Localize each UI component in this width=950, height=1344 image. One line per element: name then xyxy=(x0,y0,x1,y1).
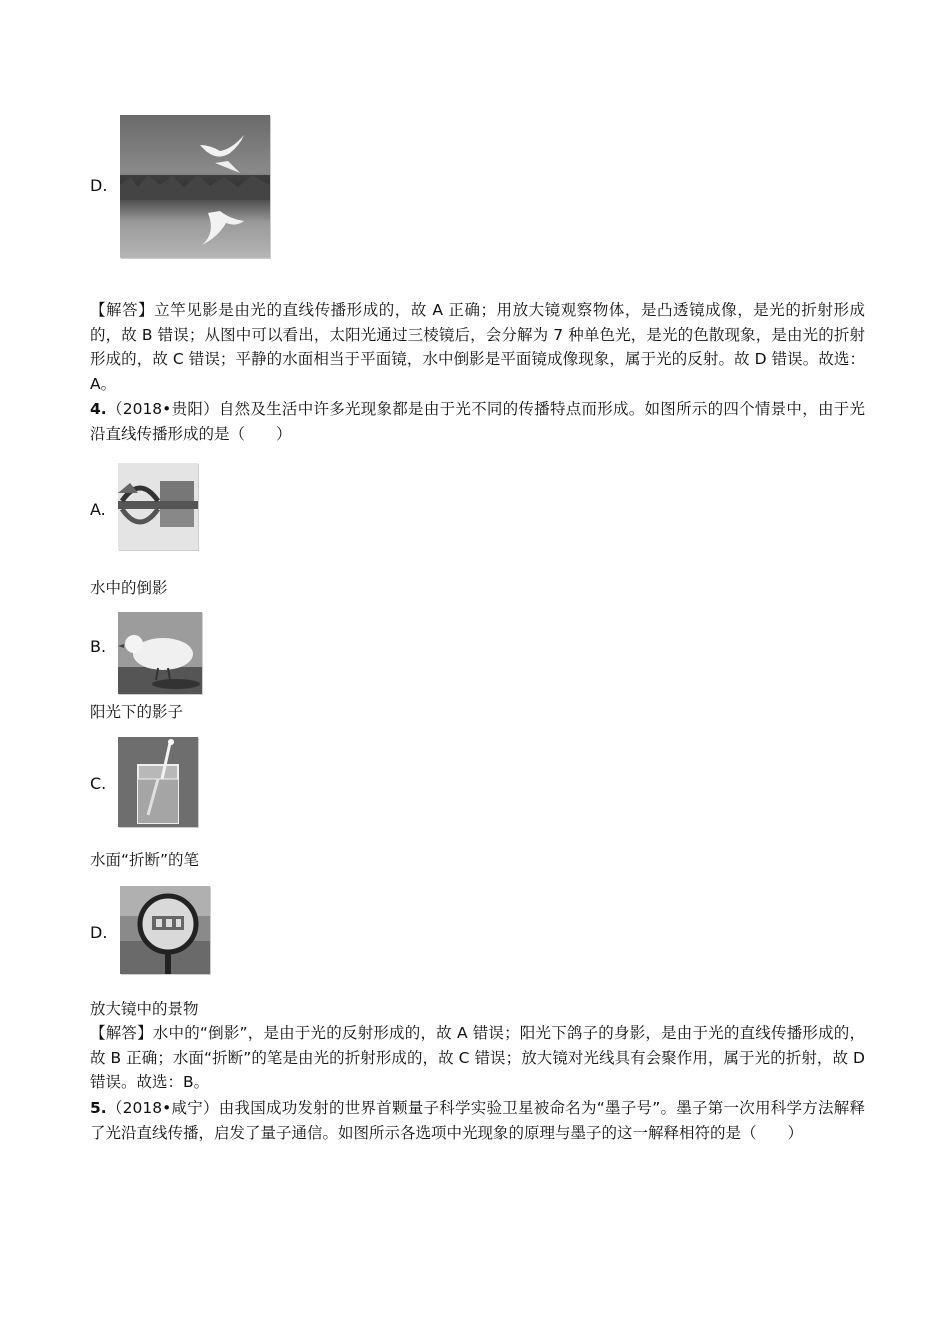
q4-option-b-label: B. xyxy=(90,637,107,656)
q4-option-c-image-bent-pencil xyxy=(118,737,198,827)
q4-option-c-caption: 水面“折断”的笔 xyxy=(90,851,200,869)
q5-text: （2018•咸宁）由我国成功发射的世界首颗量子科学实验卫星被命名为“墨子号”。墨子第一次用科学方法解释了光沿直线传播，启发了量子通信。如图所示各选项中光现象的原理与墨子的这一解释相符的是（ ） xyxy=(90,1099,865,1142)
q5-stem xyxy=(90,1096,865,1145)
q4-option-a-image-bridge-reflection xyxy=(118,463,198,550)
q3-option-d-label: D. xyxy=(90,176,108,195)
q4-option-b-caption: 阳光下的影子 xyxy=(90,703,184,721)
q4-option-a-caption: 水中的倒影 xyxy=(90,579,168,597)
q3-option-d-image-bird-reflection xyxy=(120,115,270,258)
q4-stem xyxy=(90,397,865,446)
q5-number: 5. xyxy=(90,1099,107,1117)
q4-option-a-label: A. xyxy=(90,500,106,519)
q4-option-d-caption: 放大镜中的景物 xyxy=(90,1000,199,1018)
q4-option-d-image-magnifier-scene xyxy=(120,886,210,974)
q4-option-d-label: D. xyxy=(90,923,108,942)
q4-text: （2018•贵阳）自然及生活中许多光现象都是由于光不同的传播特点而形成。如图所示的四个情景中，由于光沿直线传播形成的是（ ） xyxy=(90,400,865,443)
q4-option-c-label: C. xyxy=(90,774,107,793)
q4-answer: 【解答】水中的“倒影”，是由于光的反射形成的，故 A 错误；阳光下鸽子的身影，是由于光的直线传播形成的，故 B 正确；水面“折断”的笔是由光的折射形成的，故 C 错误；放大镜对光线具有会聚作用，属于光的折射，故 D 错误。故选：B。 xyxy=(90,1024,865,1091)
q3-answer: 【解答】立竿见影是由光的直线传播形成的，故 A 正确；用放大镜观察物体，是凸透镜成像，是光的折射形成的，故 B 错误；从图中可以看出，太阳光通过三棱镜后，会分解为 7 种单色光，是光的色散现象，是由光的折射形成的，故 C 错误；平静的水面相当于平面镜，水中倒影是平面镜成像现象，属于光的反射。故 D 错误。故选：A。 xyxy=(90,301,865,393)
q4-number: 4. xyxy=(90,400,107,418)
q4-option-b-image-pigeon-shadow xyxy=(118,612,202,694)
